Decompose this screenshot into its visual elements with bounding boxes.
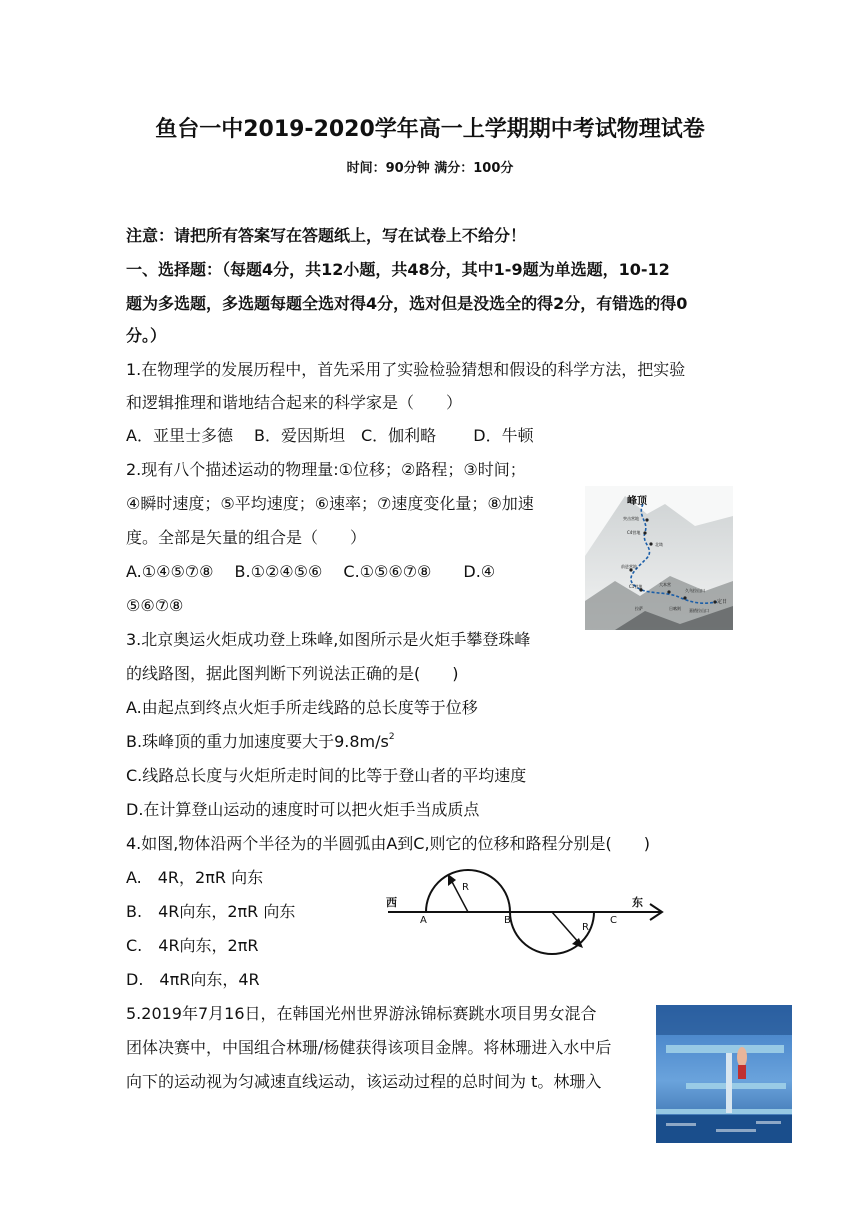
section1-line2: 题为多选题，多选题每题全选对得4分，选对但是没选全的得2分，有错选的得0 [126,294,688,313]
q2-line3: 度。全部是矢量的组合是（ ） [126,528,367,547]
point-a-label: A [420,915,427,926]
semicircle-path-diagram [380,862,670,962]
map-label: 久乌拉山口 [685,588,705,593]
notice: 注意：请把所有答案写在答题纸上，写在试卷上不给分！ [126,226,527,245]
q4-stem: 4.如图,物体沿两个半径为的半圆弧由A到C,则它的位移和路程分别是( ) [126,834,651,853]
q2-line1: 2.现有八个描述运动的物理量:①位移；②路程；③时间； [126,460,526,479]
map-label: 突击营地 [623,516,639,521]
map-label: 定日 [717,599,728,605]
q1-line2: 和逻辑推理和谐地结合起来的科学家是（ ） [126,393,463,412]
q3-line1: 3.北京奥运火炬成功登上珠峰,如图所示是火炬手攀登珠峰 [126,630,531,649]
west-label: 西 [386,896,397,909]
q3-option-c: C.线路总长度与火炬所走时间的比等于登山者的平均速度 [126,766,527,785]
q3-option-b-sup: 2 [388,732,395,742]
radius-lower-label: R [582,922,589,933]
map-peak-label: 峰顶 [627,496,647,507]
q4-option-a: A. 4R，2πR 向东 [126,868,264,887]
page-title: 鱼台一中2019-2020学年高一上学期期中考试物理试卷 [155,117,705,142]
q4-option-b: B. 4R向东，2πR 向东 [126,902,296,921]
q5-line1: 5.2019年7月16日，在韩国光州世界游泳锦标赛跳水项目男女混合 [126,1004,597,1023]
torch-route-map [585,486,733,630]
q5-line2: 团体决赛中，中国组合林珊/杨健获得该项目金牌。将林珊进入水中后 [126,1038,612,1057]
lower-semicircle [510,912,594,954]
radius-lower [552,912,580,944]
map-label: C4营地 [627,530,641,535]
point-c-label: C [610,915,617,926]
radius-upper-label: R [462,882,469,893]
q1-options: A．亚里士多德 B．爱因斯坦 C．伽利略 D．牛顿 [126,426,534,445]
map-label: 嘉措拉山口 [689,608,709,613]
point-b-label: B [504,915,511,926]
map-label: 拉萨 [635,606,643,611]
q3-option-d: D.在计算登山运动的速度时可以把火炬手当成质点 [126,800,480,819]
map-label: 大本营 [659,582,671,587]
q4-option-d: D. 4πR向东，4R [126,970,260,989]
q3-option-b [126,732,395,752]
map-label: C1营地 [629,584,643,589]
q3-option-a: A.由起点到终点火炬手所走线路的总长度等于位移 [126,698,478,717]
map-label: 日喀则 [669,606,681,611]
q1-line1: 1.在物理学的发展历程中，首先采用了实验检验猜想和假设的科学方法，把实验 [126,360,686,379]
q5-line3: 向下的运动视为匀减速直线运动，该运动过程的总时间为 t。林珊入 [126,1072,602,1091]
q3-line2: 的线路图，据此图判断下列说法正确的是( ) [126,664,459,683]
q2-line2: ④瞬时速度；⑤平均速度；⑥速率；⑦速度变化量；⑧加速 [126,494,534,513]
map-label: 北坳 [655,542,663,547]
q2-options-cont: ⑤⑥⑦⑧ [126,596,184,615]
section1-line3: 分。） [126,326,167,345]
east-label: 东 [632,896,643,909]
q2-options: A.①④⑤⑦⑧ B.①②④⑤⑥ C.①⑤⑥⑦⑧ D.④ [126,562,496,581]
q4-option-c: C. 4R向东，2πR [126,936,259,955]
diving-photo [656,1005,792,1143]
section1-line1: 一、选择题：（每题4分，共12小题，共48分，其中1-9题为单选题，10-12 [126,260,670,279]
exam-time-score: 时间：90分钟 满分：100分 [346,161,514,176]
map-label: 前进营地 [621,564,637,569]
q3-option-b-text: B.珠峰顶的重力加速度要大于9.8m/s [126,732,389,751]
